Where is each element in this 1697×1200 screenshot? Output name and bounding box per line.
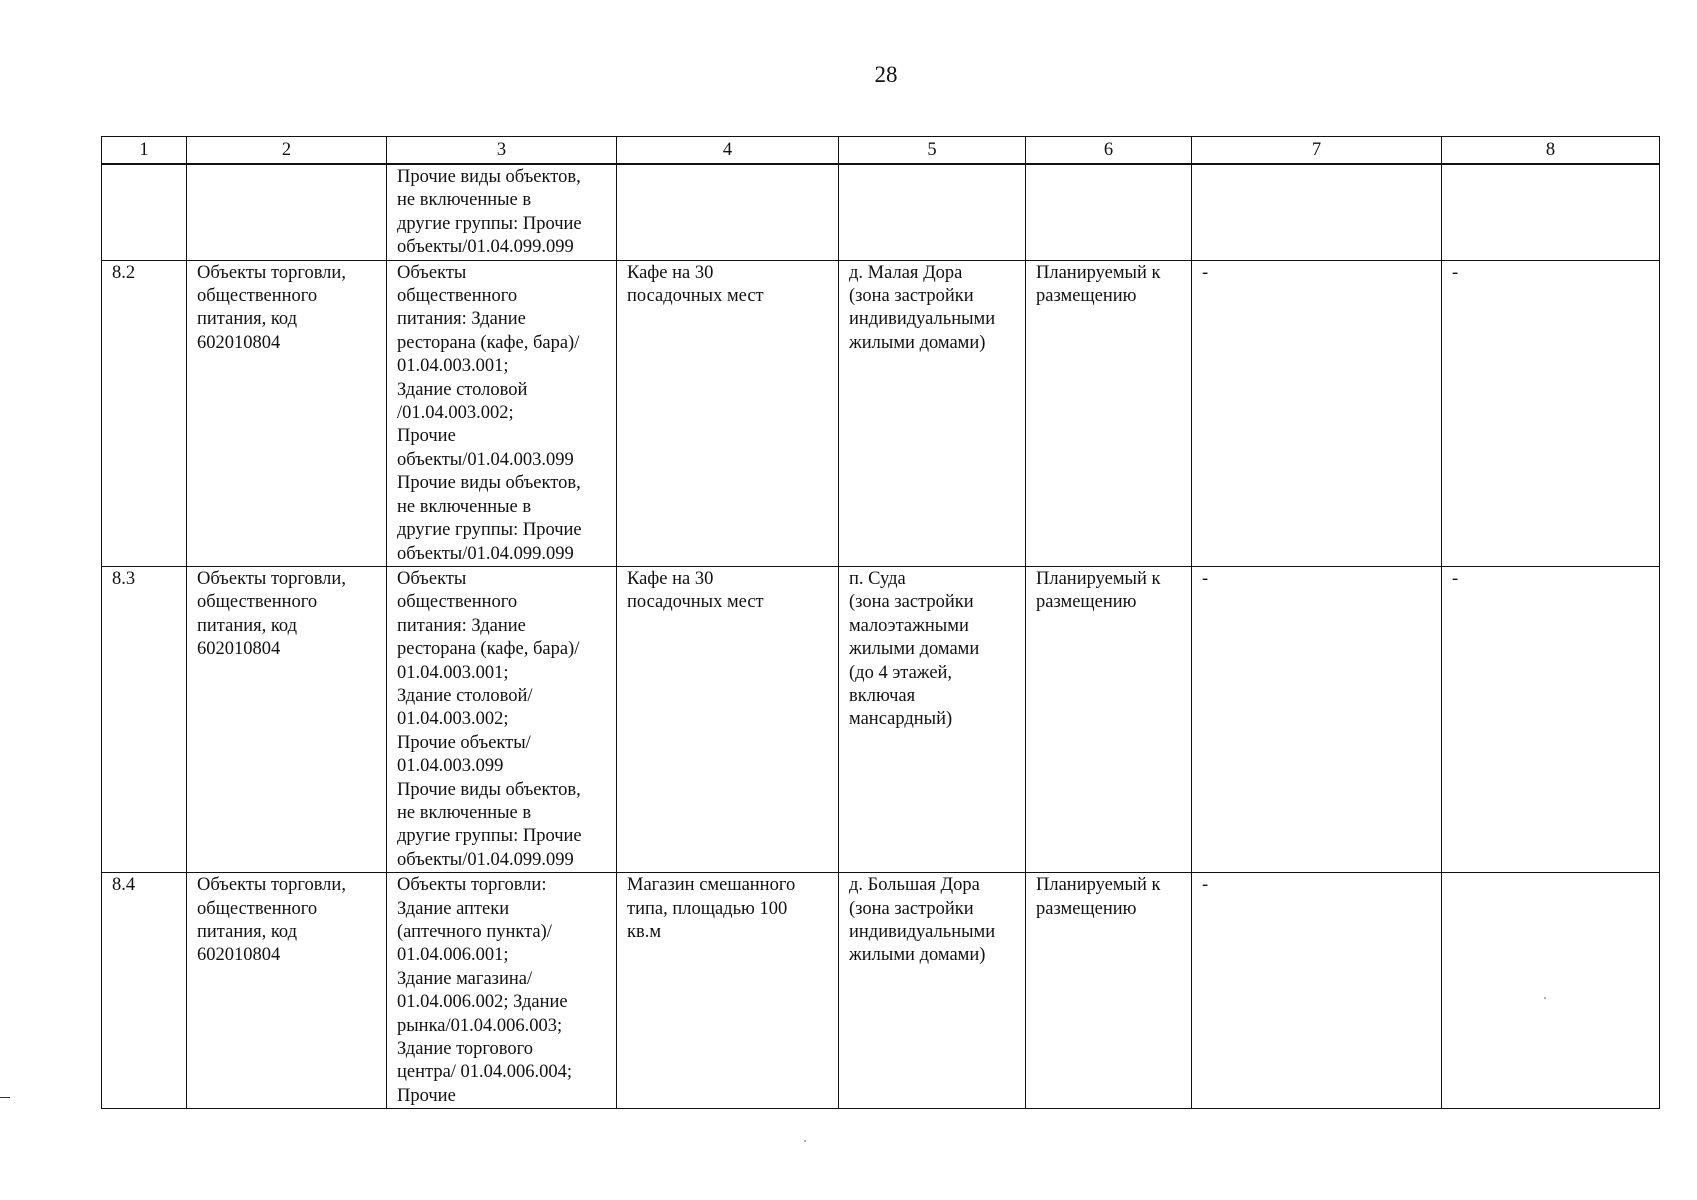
object-name-cell [617,164,839,260]
cell-text: Объекты общественного питания: Здание ресторана (кафе, бара)/ 01.04.003.001; Здание столовой/ 01.04.003.002; Прочие объекты/ 01.04.003.099 Прочие виды объектов, не включенные в другие группы: Прочие объекты/01.04.099.099 [397,568,582,870]
location-cell [839,873,1026,1109]
location-cell [839,164,1026,260]
status-cell [1026,164,1192,260]
page-number: 28 [874,62,898,87]
table-row [102,260,1660,566]
cell-text: - [1452,262,1459,283]
row-number-cell [102,873,187,1109]
location-cell [839,260,1026,566]
cell-text: Объекты торговли: Здание аптеки (аптечного пункта)/ 01.04.006.001; Здание магазина/ 01.04.006.002; Здание рынка/01.04.006.003; Здание торгового центра/ 01.04.006.004; Прочие [397,875,573,1106]
object-type-cell [187,873,387,1109]
cell-text: Объекты торговли, общественного питания, код 602010804 [197,568,346,660]
object-name-cell [617,873,839,1109]
status-cell [1026,873,1192,1109]
cell-text: Планируемый к размещению [1036,262,1161,307]
cell-text: Объекты торговли, общественного питания, код 602010804 [197,262,346,353]
status-cell [1026,566,1192,872]
cell-text: Прочие виды объектов, не включенные в другие группы: Прочие объекты/01.04.099.099 [397,167,582,258]
column-8-cell [1442,566,1660,872]
object-name-cell [617,260,839,566]
row-number-cell [102,566,187,872]
column-7-cell [1192,873,1442,1109]
object-type-cell [187,566,387,872]
cell-text: - [1452,568,1459,589]
status-cell [1026,260,1192,566]
cell-text: - [1202,568,1209,589]
cell-text: - [1202,262,1209,283]
column-number-header: 2 [187,137,387,165]
cell-text: Объекты торговли, общественного питания, код 602010804 [197,875,346,966]
column-7-cell [1192,566,1442,872]
column-number-header: 5 [839,137,1026,165]
cell-text: - [1202,875,1209,896]
scan-speck [804,1140,806,1142]
classification-cell [387,873,617,1109]
cell-text: Кафе на 30 посадочных мест [627,568,764,613]
cell-text: Кафе на 30 посадочных мест [627,262,764,307]
row-number-cell [102,164,187,260]
column-8-cell [1442,164,1660,260]
location-cell [839,566,1026,872]
column-8-cell [1442,260,1660,566]
cell-text: д. Большая Дора (зона застройки индивидуальными жилыми домами) [849,875,996,966]
table-row [102,566,1660,872]
column-number-header: 6 [1026,137,1192,165]
classification-cell [387,566,617,872]
table-row [102,873,1660,1109]
cell-text: Планируемый к размещению [1036,875,1161,919]
classification-cell [387,164,617,260]
column-8-cell [1442,873,1660,1109]
cell-text: 8.4 [112,875,136,896]
objects-table [101,136,1660,1109]
column-number-header: 4 [617,137,839,165]
column-number-header: 1 [102,137,187,165]
object-name-cell [617,566,839,872]
cell-text: Планируемый к размещению [1036,568,1161,613]
cell-text: 8.2 [112,262,136,283]
cell-text: Магазин смешанного типа, площадью 100 кв.м [627,875,796,942]
cell-text: 8.3 [112,568,136,589]
cell-text: д. Малая Дора (зона застройки индивидуальными жилыми домами) [849,262,996,353]
cell-text: Объекты общественного питания: Здание ресторана (кафе, бара)/ 01.04.003.001; Здание столовой /01.04.003.002; Прочие объекты/01.04.003.099 Прочие виды объектов, не включенные в другие группы: Прочие объекты/01.04.099.099 [397,262,582,564]
margin-mark [0,1097,10,1098]
cell-text: п. Суда (зона застройки малоэтажными жилыми домами (до 4 этажей, включая мансардный) [849,568,980,730]
row-number-cell [102,260,187,566]
object-type-cell [187,260,387,566]
object-type-cell [187,164,387,260]
column-number-row [102,137,1660,165]
column-number-header: 3 [387,137,617,165]
classification-cell [387,260,617,566]
column-7-cell [1192,260,1442,566]
column-number-header: 8 [1442,137,1660,165]
column-number-header: 7 [1192,137,1442,165]
column-7-cell [1192,164,1442,260]
table-row [102,164,1660,260]
